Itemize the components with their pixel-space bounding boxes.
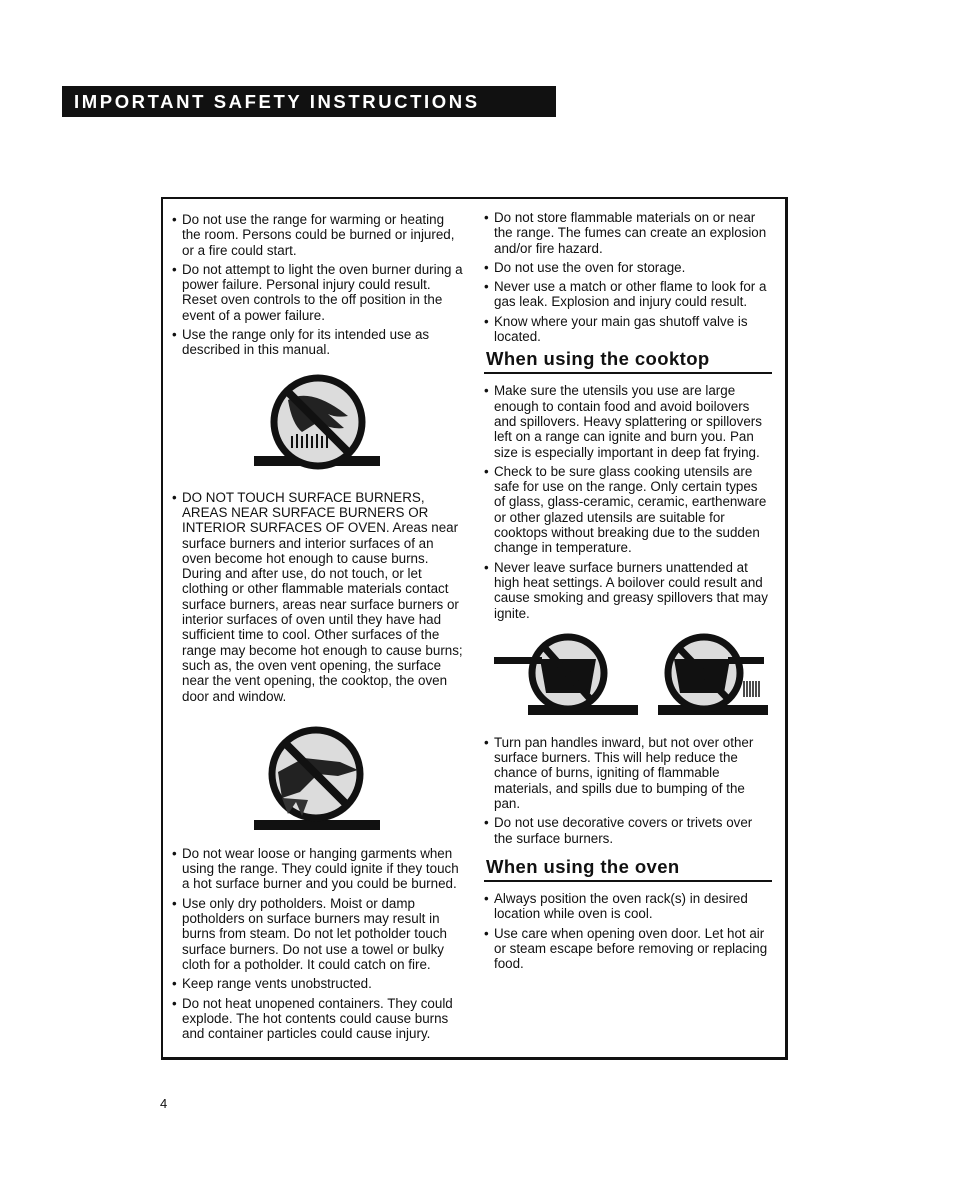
- list-item: • Do not use decorative covers or trivets over the surface burners.: [484, 815, 772, 846]
- list-item: • DO NOT TOUCH SURFACE BURNERS, AREAS NEAR SURFACE BURNERS OR INTERIOR SURFACES OF OVEN. Areas near surface burners and interior surfaces of an oven become hot enough to cause burns. During and after use, do not touch, or let clothing or other flammable materials contact surface burners, areas near surface burners or interior surfaces of oven until they have had sufficient time to cool. Other surfaces of the range may become hot enough to cause burns; such as, the oven vent opening, the surface near the vent opening, the cooktop, the oven door and window.: [172, 490, 464, 704]
- list-item: • Know where your main gas shutoff valve is located.: [484, 314, 772, 345]
- oven-section-heading: When using the oven: [484, 856, 772, 882]
- list-item: • Do not use the range for warming or heating the room. Persons could be burned or injured, or a fire could start.: [172, 212, 464, 258]
- left-column: [172, 212, 464, 1045]
- cooktop-section-heading: When using the cooktop: [484, 348, 772, 374]
- list-item: • Do not wear loose or hanging garments when using the range. They could ignite if they touch a hot surface burner and you could be burned.: [172, 846, 464, 892]
- list-item: • Use only dry potholders. Moist or damp potholders on surface burners may result in burns from steam. Do not let potholder touch surface burners. Do not use a towel or bulky cloth for a potholder. It could catch on fire.: [172, 896, 464, 972]
- list-item: • Do not store flammable materials on or near the range. The fumes can create an explosion and/or fire hazard.: [484, 210, 772, 256]
- page-number: 4: [160, 1096, 168, 1111]
- list-item: • Do not use the oven for storage.: [484, 260, 772, 275]
- list-item: • Use the range only for its intended use as described in this manual.: [172, 327, 464, 358]
- page-title: IMPORTANT SAFETY INSTRUCTIONS: [62, 86, 556, 117]
- list-item: • Do not attempt to light the oven burner during a power failure. Personal injury could result. Reset oven controls to the off position in the event of a power failure.: [172, 262, 464, 323]
- list-item: • Turn pan handles inward, but not over other surface burners. This will help reduce the chance of burns, igniting of flammable materials, and spills due to bumping of the pan.: [484, 735, 772, 811]
- no-pan-handles-outward-icon: [488, 631, 768, 723]
- list-item: • Never leave surface burners unattended at high heat settings. A boilover could result and cause smoking and greasy spillovers that may ignite.: [484, 560, 772, 621]
- no-loose-garments-icon: [248, 718, 388, 836]
- list-item: • Do not heat unopened containers. They could explode. The hot contents could cause burns and container particles could cause injury.: [172, 996, 464, 1042]
- list-item: • Use care when opening oven door. Let hot air or steam escape before removing or replacing food.: [484, 926, 772, 972]
- list-item: • Keep range vents unobstructed.: [172, 976, 464, 991]
- list-item: • Never use a match or other flame to look for a gas leak. Explosion and injury could result.: [484, 279, 772, 310]
- right-column: [484, 210, 772, 975]
- list-item: • Check to be sure glass cooking utensils are safe for use on the range. Only certain types of glass, glass-ceramic, ceramic, earthenware or other glazed utensils are suitable for cooktops without breaking due to the sudden change in temperature.: [484, 464, 772, 556]
- list-item: • Make sure the utensils you use are large enough to contain food and avoid boilovers and spillovers. Heavy splattering or spillovers left on a range can ignite and burn you. Pan size is especially important in deep fat frying.: [484, 383, 772, 459]
- list-item: • Always position the oven rack(s) in desired location while oven is cool.: [484, 891, 772, 922]
- no-touch-hot-burner-icon: [248, 370, 388, 480]
